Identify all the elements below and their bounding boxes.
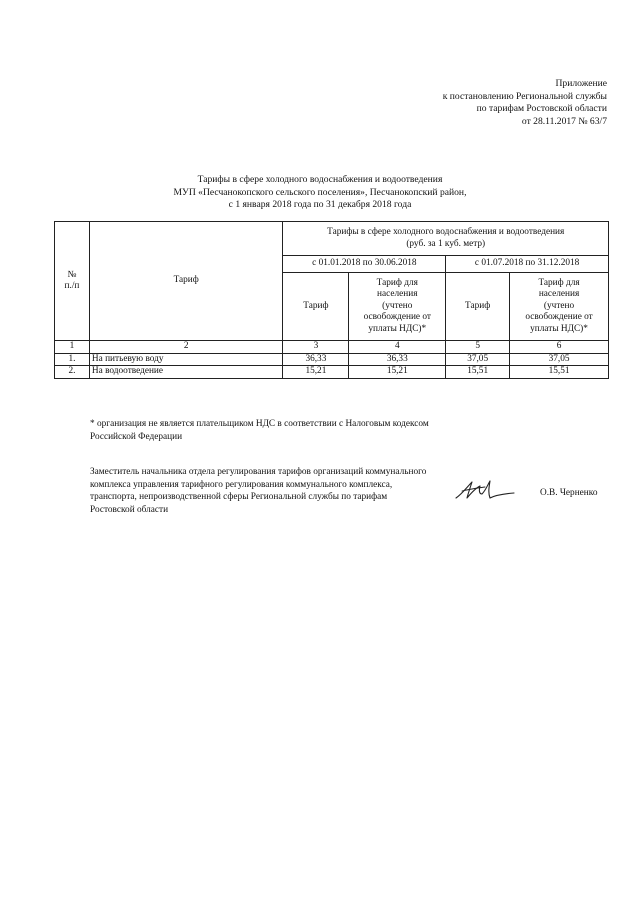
appendix-line: по тарифам Ростовской области <box>476 103 607 114</box>
row-value: 37,05 <box>510 353 609 366</box>
index-cell: 4 <box>349 341 446 354</box>
header-population-p2: Тариф для населения (учтено освобождение от уплаты НДС)* <box>510 273 609 341</box>
appendix-header <box>443 78 607 128</box>
signature-icon <box>452 476 518 504</box>
table-row <box>55 353 609 366</box>
row-number: 2. <box>55 366 90 379</box>
index-cell: 6 <box>510 341 609 354</box>
header-period-2: с 01.07.2018 по 31.12.2018 <box>446 256 609 273</box>
header-tariff-group: Тарифы в сфере холодного водоснабжения и водоотведения (руб. за 1 куб. метр) <box>283 222 609 256</box>
appendix-line: от 28.11.2017 № 63/7 <box>521 115 607 127</box>
row-value: 36,33 <box>283 353 349 366</box>
index-cell: 1 <box>55 341 90 354</box>
row-value: 37,05 <box>446 353 510 366</box>
footnote: * организация не является плательщиком НДС в соответствии с Налоговым кодексом Российской Федерации <box>90 419 429 442</box>
document-title <box>0 174 640 212</box>
row-value: 15,51 <box>446 366 510 379</box>
title-line: Тарифы в сфере холодного водоснабжения и водоотведения <box>197 174 443 185</box>
header-tariff-p2: Тариф <box>446 273 510 341</box>
index-cell: 3 <box>283 341 349 354</box>
tariffs-table <box>54 221 609 379</box>
index-cell: 5 <box>446 341 510 354</box>
row-value: 15,21 <box>283 366 349 379</box>
row-number: 1. <box>55 353 90 366</box>
appendix-line: к постановлению Региональной службы <box>442 90 607 102</box>
header-number: № п./п <box>55 222 90 341</box>
header-tariff-p1: Тариф <box>283 273 349 341</box>
signer-title: Заместитель начальника отдела регулирования тарифов организаций коммунального комплекса управления тарифного регулирования коммунального комплекса, транспорта, непроизводственной сферы Региональной службы по тарифам Ростовской области <box>90 467 427 515</box>
row-value: 36,33 <box>349 353 446 366</box>
header-period-1: с 01.01.2018 по 30.06.2018 <box>283 256 446 273</box>
signer-name: О.В. Черненко <box>540 488 598 498</box>
table-row <box>55 366 609 379</box>
header-tariff: Тариф <box>89 222 283 341</box>
index-row <box>55 341 609 354</box>
title-line: МУП «Песчанокопского сельского поселения», Песчанокопский район, <box>173 186 467 198</box>
appendix-line: Приложение <box>555 78 607 89</box>
row-name: На водоотведение <box>89 366 283 379</box>
header-population-p1: Тариф для населения (учтено освобождение от уплаты НДС)* <box>349 273 446 341</box>
index-cell: 2 <box>89 341 283 354</box>
title-line: с 1 января 2018 года по 31 декабря 2018 года <box>228 199 412 210</box>
row-name: На питьевую воду <box>89 353 283 366</box>
row-value: 15,21 <box>349 366 446 379</box>
row-value: 15,51 <box>510 366 609 379</box>
